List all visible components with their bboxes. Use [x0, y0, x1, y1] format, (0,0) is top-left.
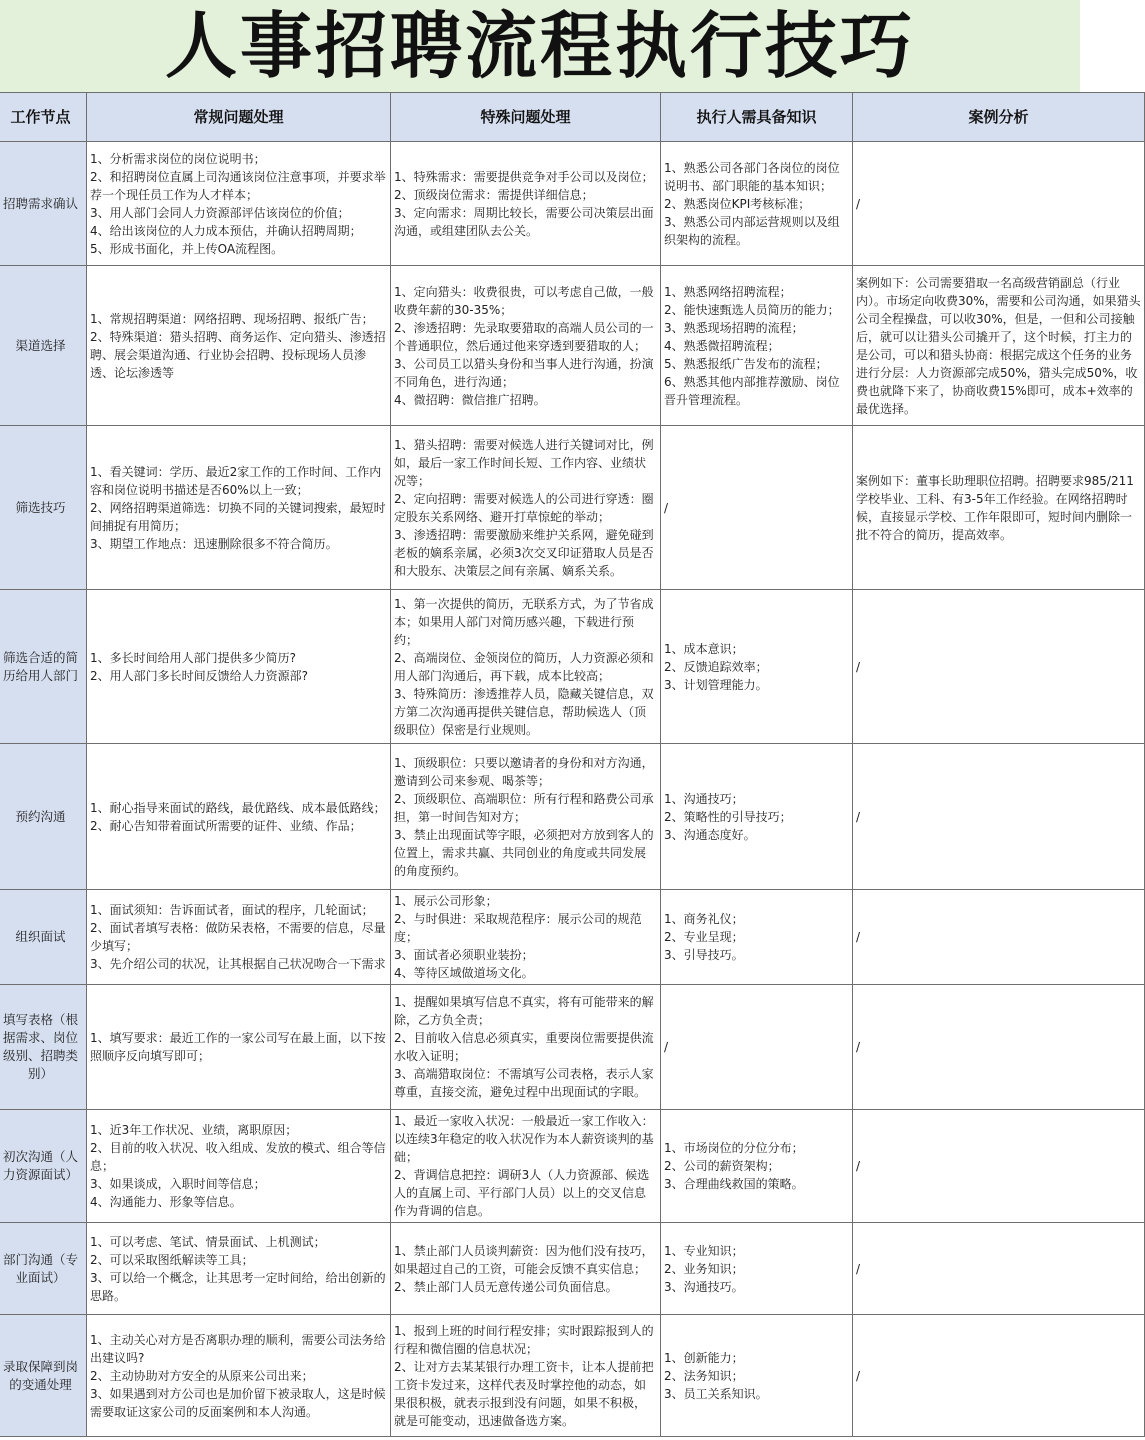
case-cell — [853, 985, 1145, 1110]
knowledge-cell — [661, 1110, 853, 1223]
special-line: 1、禁止部门人员谈判薪资：因为他们没有技巧，如果超过自己的工资，可能会反馈不真实信息； — [394, 1243, 654, 1276]
special-cell — [391, 142, 661, 266]
special-line: 2、与时俱进：采取规范程序：展示公司的规范度； — [394, 912, 642, 944]
case-cell — [853, 142, 1145, 266]
knowledge-line: 3、熟悉现场招聘的流程； — [664, 320, 804, 335]
knowledge-cell — [661, 744, 853, 890]
special-line: 2、禁止部门人员无意传递公司负面信息。 — [394, 1279, 618, 1294]
regular-cell — [87, 1110, 391, 1223]
table-viewport — [0, 92, 1141, 1440]
special-line: 2、渗透招聘：先录取要猎取的高端人员公司的一个普通职位，然后通过他来穿透到要猎取的人； — [394, 320, 654, 353]
header-case: 案例分析 — [853, 93, 1145, 142]
knowledge-cell — [661, 890, 853, 985]
knowledge-cell — [661, 985, 853, 1110]
regular-cell — [87, 590, 391, 744]
work-node-cell: 组织面试 — [0, 890, 87, 985]
knowledge-line: 2、专业呈现； — [664, 930, 744, 944]
header-special: 特殊问题处理 — [391, 93, 661, 142]
knowledge-line: 3、合理曲线救国的策略。 — [664, 1177, 804, 1191]
knowledge-cell — [661, 1315, 853, 1437]
knowledge-line: 2、法务知识； — [664, 1368, 744, 1383]
special-line: 2、让对方去某某银行办理工资卡，让本人提前把工资卡发过来，这样代表及时掌控他的动态，如果很积极，就表示报到没有问题，如果不积极，就是可能变动，迅速做备选方案。 — [394, 1359, 654, 1428]
special-cell — [391, 426, 661, 590]
table-row — [0, 590, 1145, 744]
knowledge-line: 3、熟悉公司内部运营规则以及组织架构的流程。 — [664, 214, 840, 247]
work-node-cell: 部门沟通（专业面试） — [0, 1223, 87, 1315]
regular-line: 1、可以考虑、笔试、情景面试、上机测试； — [90, 1234, 326, 1249]
table-row — [0, 744, 1145, 890]
knowledge-line: / — [664, 1040, 669, 1054]
regular-line: 2、可以采取图纸解读等工具； — [90, 1252, 254, 1267]
header-row — [0, 93, 1145, 142]
special-line: 1、展示公司形象； — [394, 894, 498, 908]
special-cell — [391, 266, 661, 426]
work-node-cell: 填写表格（根据需求、岗位级别、招聘类别） — [0, 985, 87, 1110]
knowledge-line: 1、熟悉公司各部门各岗位的岗位说明书、部门职能的基本知识； — [664, 160, 840, 193]
knowledge-line: 4、熟悉微招聘流程； — [664, 338, 780, 353]
table-row — [0, 142, 1145, 266]
knowledge-cell — [661, 590, 853, 744]
knowledge-cell — [661, 266, 853, 426]
table-row — [0, 266, 1145, 426]
knowledge-line: 1、沟通技巧； — [664, 791, 744, 806]
work-node-cell: 招聘需求确认 — [0, 142, 87, 266]
case-cell — [853, 266, 1145, 426]
knowledge-line: 5、熟悉报纸广告发布的流程； — [664, 356, 828, 371]
regular-cell — [87, 426, 391, 590]
regular-line: 1、分析需求岗位的岗位说明书； — [90, 151, 266, 166]
special-line: 2、高端岗位、金领岗位的简历，人力资源必须和用人部门沟通后，再下载，成本比较高； — [394, 650, 654, 683]
knowledge-line: 2、策略性的引导技巧； — [664, 809, 792, 824]
special-line: 1、提醒如果填写信息不真实，将有可能带来的解除，乙方负全责； — [394, 995, 654, 1027]
work-node-cell: 筛选合适的简历给用人部门 — [0, 590, 87, 744]
knowledge-line: 2、能快速甄选人员简历的能力； — [664, 302, 840, 317]
knowledge-cell — [661, 142, 853, 266]
knowledge-line: 3、沟通态度好。 — [664, 827, 756, 842]
regular-line: 2、网络招聘渠道筛选：切换不同的关键词搜索，最短时间捕捉有用简历； — [90, 500, 386, 533]
special-line: 2、背调信息把控：调研3人（人力资源部、候选人的直属上司、平行部门人员）以上的交叉信息作为背调的信息。 — [394, 1168, 650, 1218]
knowledge-line: 1、熟悉网络招聘流程； — [664, 284, 792, 299]
special-line: 4、等待区域做道场文化。 — [394, 966, 534, 980]
regular-line: 2、耐心告知带着面试所需要的证件、业绩、作品； — [90, 818, 362, 833]
knowledge-line: 3、沟通技巧。 — [664, 1279, 744, 1294]
case-line: / — [856, 196, 861, 211]
table-body — [0, 142, 1145, 1437]
regular-cell — [87, 1315, 391, 1437]
regular-line: 3、如果遇到对方公司也是加价留下被录取人，这是时候需要取证这家公司的反面案例和本人沟通。 — [90, 1386, 386, 1419]
case-line: / — [856, 930, 861, 944]
special-line: 1、特殊需求：需要提供竞争对手公司以及岗位； — [394, 169, 654, 184]
regular-cell — [87, 744, 391, 890]
special-line: 1、报到上班的时间行程安排；实时跟踪报到人的行程和微信圈的信息状况； — [394, 1323, 654, 1356]
regular-cell — [87, 1223, 391, 1315]
case-cell — [853, 890, 1145, 985]
case-cell — [853, 1223, 1145, 1315]
knowledge-line: 1、市场岗位的分位分布； — [664, 1141, 804, 1155]
special-line: 3、公司员工以猎头身份和当事人进行沟通，扮演不同角色，进行沟通； — [394, 356, 654, 389]
special-cell — [391, 1110, 661, 1223]
case-cell — [853, 744, 1145, 890]
special-line: 4、微招聘：微信推广招聘。 — [394, 392, 546, 407]
special-line: 3、渗透招聘：需要激励来维护关系网，避免碰到老板的嫡系亲属，必须3次交叉印证猎取人员是否和大股东、决策层之间有亲属、嫡系关系。 — [394, 527, 654, 578]
regular-line: 4、沟通能力、形象等信息。 — [90, 1195, 242, 1209]
case-line: / — [856, 1368, 861, 1383]
knowledge-line: 3、计划管理能力。 — [664, 677, 768, 692]
regular-line: 5、形成书面化，并上传OA流程图。 — [90, 241, 284, 256]
case-cell — [853, 590, 1145, 744]
case-line: 案例如下：董事长助理职位招聘。招聘要求985/211学校毕业、工科、有3-5年工作经验。在网络招聘时候，直接显示学校、工作年限即可，短时间内删除一批不符合的简历，提高效率。 — [856, 473, 1134, 542]
case-line: / — [856, 1261, 861, 1276]
knowledge-line: 1、商务礼仪； — [664, 912, 744, 926]
knowledge-line: 2、熟悉岗位KPI考核标准； — [664, 196, 811, 211]
case-cell — [853, 1110, 1145, 1223]
regular-line: 1、近3年工作状况、业绩，离职原因； — [90, 1123, 298, 1137]
special-line: 3、禁止出现面试等字眼，必须把对方放到客人的位置上，需求共赢、共同创业的角度或共同发展的角度预约。 — [394, 827, 654, 878]
special-line: 3、特殊简历：渗透推荐人员，隐藏关键信息，双方第二次沟通再提供关键信息，帮助候选人（顶级职位）保密是行业规则。 — [394, 686, 654, 737]
table-row — [0, 985, 1145, 1110]
knowledge-line: 2、业务知识； — [664, 1261, 744, 1276]
regular-line: 1、看关键词：学历、最近2家工作的工作时间、工作内容和岗位说明书描述是否60%以上一致； — [90, 464, 382, 497]
knowledge-line: 2、公司的薪资架构； — [664, 1159, 780, 1173]
case-line: / — [856, 1040, 861, 1054]
special-line: 2、顶级岗位需求：需提供详细信息； — [394, 187, 594, 202]
regular-line: 2、目前的收入状况、收入组成、发放的模式、组合等信息； — [90, 1141, 386, 1173]
special-line: 1、定向猎头：收费很贵，可以考虑自己做，一般收费年薪的30-35%； — [394, 284, 654, 317]
regular-line: 1、填写要求：最近工作的一家公司写在最上面，以下按照顺序反向填写即可； — [90, 1031, 386, 1063]
regular-cell — [87, 985, 391, 1110]
work-node-cell: 筛选技巧 — [0, 426, 87, 590]
recruitment-table — [0, 92, 1145, 1437]
special-line: 1、第一次提供的简历，无联系方式，为了节省成本；如果用人部门对简历感兴趣，下载进行预约； — [394, 596, 654, 647]
case-line: / — [856, 659, 861, 674]
regular-cell — [87, 890, 391, 985]
special-line: 3、面试者必须职业装扮； — [394, 948, 534, 962]
table-row — [0, 426, 1145, 590]
knowledge-line: 6、熟悉其他内部推荐激励、岗位晋升管理流程。 — [664, 374, 840, 407]
special-line: 3、高端猎取岗位：不需填写公司表格，表示人家尊重，直接交流，避免过程中出现面试的字眼。 — [394, 1067, 654, 1099]
knowledge-line: 2、反馈追踪效率； — [664, 659, 768, 674]
special-line: 2、目前收入信息必须真实，重要岗位需要提供流水收入证明； — [394, 1031, 654, 1063]
special-cell — [391, 890, 661, 985]
knowledge-line: 1、专业知识； — [664, 1243, 744, 1258]
work-node-cell: 渠道选择 — [0, 266, 87, 426]
table-row — [0, 1223, 1145, 1315]
regular-line: 2、和招聘岗位直属上司沟通该岗位注意事项，并要求举荐一个现任员工作为人才样本； — [90, 169, 386, 202]
regular-line: 2、主动协助对方安全的从原来公司出来； — [90, 1368, 314, 1383]
special-cell — [391, 1223, 661, 1315]
table-row — [0, 1110, 1145, 1223]
special-line: 1、最近一家收入状况：一般最近一家工作收入：以连续3年稳定的收入状况作为本人薪资谈判的基础； — [394, 1114, 654, 1164]
regular-line: 2、特殊渠道：猎头招聘、商务运作、定向猎头、渗透招聘、展会渠道沟通、行业协会招聘、投标现场人员渗透、论坛渗透等 — [90, 329, 386, 380]
work-node-cell: 预约沟通 — [0, 744, 87, 890]
page-title: 人事招聘流程执行技巧 — [164, 4, 915, 88]
knowledge-cell — [661, 1223, 853, 1315]
regular-line: 1、耐心指导来面试的路线，最优路线、成本最低路线； — [90, 800, 386, 815]
special-cell — [391, 744, 661, 890]
regular-line: 1、常规招聘渠道：网络招聘、现场招聘、报纸广告； — [90, 311, 374, 326]
work-node-cell: 初次沟通（人力资源面试） — [0, 1110, 87, 1223]
title-banner — [0, 0, 1080, 92]
table-row — [0, 1315, 1145, 1437]
header-knowledge: 执行人需具备知识 — [661, 93, 853, 142]
knowledge-line: 1、创新能力； — [664, 1350, 744, 1365]
knowledge-line: 1、成本意识； — [664, 641, 744, 656]
regular-line: 1、多长时间给用人部门提供多少简历? — [90, 650, 297, 665]
special-line: 3、定向需求：周期比较长，需要公司决策层出面沟通，或组建团队去公关。 — [394, 205, 654, 238]
regular-line: 3、可以给一个概念，让其思考一定时间给，给出创新的思路。 — [90, 1270, 386, 1303]
work-node-cell: 录取保障到岗的变通处理 — [0, 1315, 87, 1437]
regular-line: 3、用人部门会同人力资源部评估该岗位的价值； — [90, 205, 350, 220]
knowledge-cell — [661, 426, 853, 590]
case-line: 案例如下：公司需要猎取一名高级营销副总（行业内）。市场定向收费30%，需要和公司沟通，如果猎头公司全程操盘，可以收30%，但是，一但和公司接触后，就可以让猎头公司撬开了，这个时候，打主力的是公司，可以和猎头协商：根据完成这个任务的业务进行分层：人力资源部完成50%，猎头完成50%，收费也就降下来了，协商收费15%即可，成本+效率的最优选择。 — [856, 275, 1141, 416]
case-line: / — [856, 809, 861, 824]
case-cell — [853, 1315, 1145, 1437]
regular-line: 3、期望工作地点：迅速删除很多不符合简历。 — [90, 536, 338, 551]
header-node: 工作节点 — [0, 93, 87, 142]
knowledge-line: / — [664, 500, 669, 515]
case-line: / — [856, 1159, 861, 1173]
regular-line: 1、面试须知：告诉面试者，面试的程序，几轮面试； — [90, 903, 374, 917]
regular-line: 3、先介绍公司的状况，让其根据自己状况吻合一下需求 — [90, 957, 386, 971]
special-line: 1、顶级职位：只要以邀请者的身份和对方沟通，邀请到公司来参观、喝茶等； — [394, 755, 654, 788]
special-cell — [391, 1315, 661, 1437]
special-line: 2、定向招聘：需要对候选人的公司进行穿透：圈定股东关系网络、避开打草惊蛇的举动； — [394, 491, 654, 524]
regular-cell — [87, 142, 391, 266]
special-cell — [391, 985, 661, 1110]
regular-cell — [87, 266, 391, 426]
case-cell — [853, 426, 1145, 590]
regular-line: 2、面试者填写表格：做防呆表格，不需要的信息，尽量少填写； — [90, 921, 386, 953]
special-cell — [391, 590, 661, 744]
table-row — [0, 890, 1145, 985]
regular-line: 3、如果谈成，入职时间等信息； — [90, 1177, 266, 1191]
special-line: 2、顶级职位、高端职位：所有行程和路费公司承担，第一时间告知对方； — [394, 791, 654, 824]
knowledge-line: 3、引导技巧。 — [664, 948, 744, 962]
regular-line: 2、用人部门多长时间反馈给人力资源部? — [90, 668, 309, 683]
knowledge-line: 3、员工关系知识。 — [664, 1386, 768, 1401]
special-line: 1、猎头招聘：需要对候选人进行关键词对比，例如，最后一家工作时间长短、工作内容、业绩状况等； — [394, 437, 654, 488]
regular-line: 1、主动关心对方是否离职办理的顺利，需要公司法务给出建议吗? — [90, 1332, 386, 1365]
header-regular: 常规问题处理 — [87, 93, 391, 142]
regular-line: 4、给出该岗位的人力成本预估，并确认招聘周期； — [90, 223, 362, 238]
